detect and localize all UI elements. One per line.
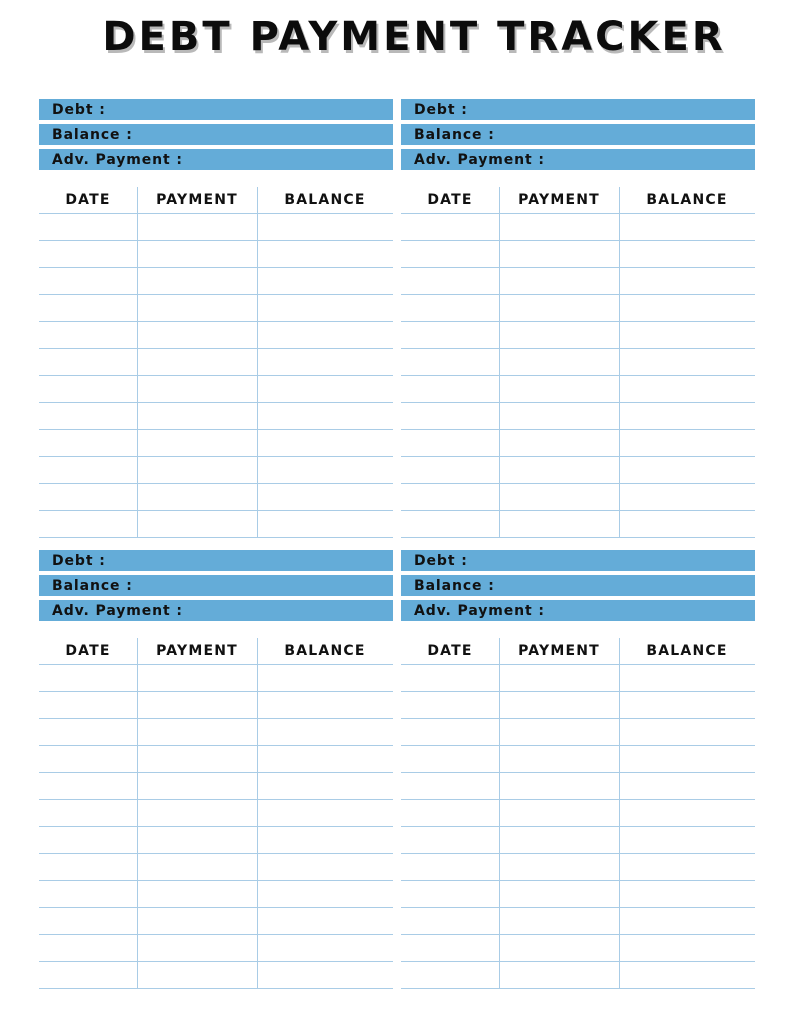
debt-field[interactable]: Debt : [401, 99, 755, 120]
table-row[interactable] [401, 510, 755, 537]
table-row[interactable] [401, 745, 755, 772]
adv-payment-field[interactable]: Adv. Payment : [401, 600, 755, 621]
table-row[interactable] [39, 664, 393, 691]
table-row[interactable] [401, 718, 755, 745]
adv-payment-field[interactable]: Adv. Payment : [401, 149, 755, 170]
balance-field[interactable]: Balance : [401, 124, 755, 145]
payment-column-header: PAYMENT [518, 643, 600, 659]
table-row[interactable] [401, 267, 755, 294]
table-row[interactable] [401, 483, 755, 510]
table-row[interactable] [39, 402, 393, 429]
table-row-rule [401, 537, 755, 538]
table-row[interactable] [401, 880, 755, 907]
table-row[interactable] [39, 213, 393, 240]
payment-column-header: PAYMENT [156, 643, 238, 659]
balance-field[interactable]: Balance : [39, 575, 393, 596]
table-row[interactable] [401, 240, 755, 267]
balance-field[interactable]: Balance : [401, 575, 755, 596]
table-row[interactable] [39, 799, 393, 826]
table-row[interactable] [401, 348, 755, 375]
debt-field[interactable]: Debt : [39, 99, 393, 120]
table-row[interactable] [39, 907, 393, 934]
table-row[interactable] [39, 880, 393, 907]
table-row-rule [39, 988, 393, 989]
table-row[interactable] [39, 483, 393, 510]
table-row[interactable] [39, 321, 393, 348]
table-row[interactable] [39, 961, 393, 988]
table-row[interactable] [401, 799, 755, 826]
table-row[interactable] [401, 429, 755, 456]
payment-column-header: PAYMENT [518, 192, 600, 208]
table-row[interactable] [39, 510, 393, 537]
table-row-rule [401, 988, 755, 989]
date-column-header: DATE [65, 643, 111, 659]
balance-column-header: BALANCE [646, 643, 728, 659]
table-row[interactable] [39, 691, 393, 718]
table-row[interactable] [401, 691, 755, 718]
table-row[interactable] [401, 213, 755, 240]
table-row[interactable] [401, 826, 755, 853]
table-row[interactable] [401, 294, 755, 321]
table-row[interactable] [401, 375, 755, 402]
table-row-rule [39, 537, 393, 538]
debt-field[interactable]: Debt : [39, 550, 393, 571]
table-row[interactable] [401, 321, 755, 348]
table-row[interactable] [39, 294, 393, 321]
adv-payment-field[interactable]: Adv. Payment : [39, 149, 393, 170]
adv-payment-field[interactable]: Adv. Payment : [39, 600, 393, 621]
table-row[interactable] [39, 934, 393, 961]
table-row[interactable] [401, 664, 755, 691]
table-row[interactable] [39, 826, 393, 853]
date-column-header: DATE [65, 192, 111, 208]
table-row[interactable] [39, 240, 393, 267]
balance-column-header: BALANCE [284, 192, 366, 208]
table-row[interactable] [39, 772, 393, 799]
balance-column-header: BALANCE [284, 643, 366, 659]
table-row[interactable] [401, 961, 755, 988]
table-row[interactable] [39, 348, 393, 375]
payment-table [401, 187, 755, 537]
payment-table [401, 638, 755, 988]
page-title: DEBT PAYMENT TRACKER [102, 14, 726, 60]
table-row[interactable] [39, 429, 393, 456]
table-row[interactable] [39, 375, 393, 402]
payment-table [39, 187, 393, 537]
table-row[interactable] [401, 772, 755, 799]
table-row[interactable] [401, 907, 755, 934]
table-row[interactable] [39, 267, 393, 294]
table-row[interactable] [39, 456, 393, 483]
table-row[interactable] [401, 934, 755, 961]
date-column-header: DATE [427, 192, 473, 208]
balance-field[interactable]: Balance : [39, 124, 393, 145]
table-row[interactable] [401, 456, 755, 483]
table-row[interactable] [39, 853, 393, 880]
balance-column-header: BALANCE [646, 192, 728, 208]
payment-column-header: PAYMENT [156, 192, 238, 208]
payment-table [39, 638, 393, 988]
table-row[interactable] [401, 853, 755, 880]
table-row[interactable] [39, 745, 393, 772]
table-row[interactable] [39, 718, 393, 745]
debt-field[interactable]: Debt : [401, 550, 755, 571]
table-row[interactable] [401, 402, 755, 429]
date-column-header: DATE [427, 643, 473, 659]
